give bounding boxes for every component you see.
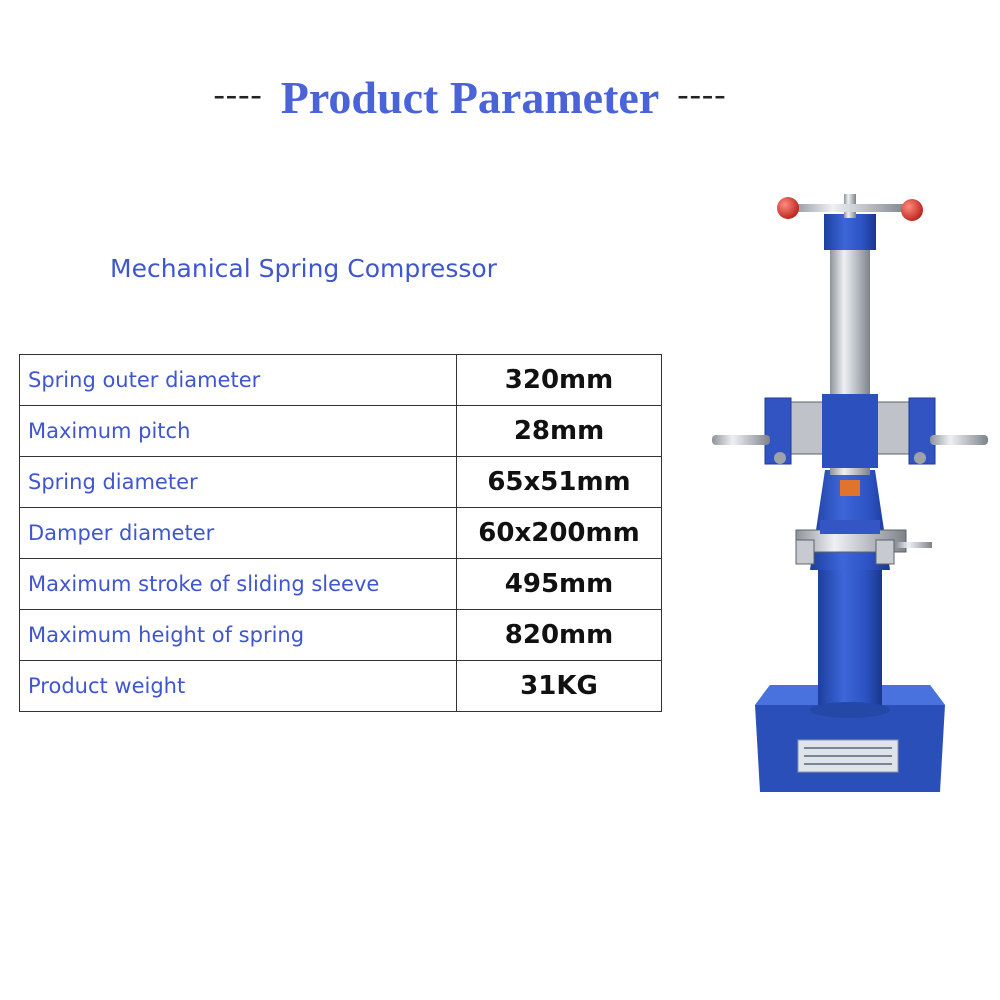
table-row [20, 559, 662, 610]
table-row [20, 661, 662, 712]
parameter-label: Spring outer diameter [20, 355, 457, 406]
parameter-label: Maximum stroke of sliding sleeve [20, 559, 457, 610]
parameter-label: Damper diameter [20, 508, 457, 559]
spring-compressor-image [700, 180, 1000, 800]
left-handle-knob-icon [777, 197, 799, 219]
parameter-value: 495mm [457, 559, 662, 610]
parameter-label: Maximum pitch [20, 406, 457, 457]
table-row [20, 355, 662, 406]
header-dash-left: ---- [213, 76, 263, 113]
parameter-label: Product weight [20, 661, 457, 712]
parameter-value: 820mm [457, 610, 662, 661]
page-header [0, 62, 940, 132]
product-name: Mechanical Spring Compressor [110, 254, 497, 283]
upper-arm [712, 394, 988, 468]
table-row [20, 457, 662, 508]
top-housing [824, 214, 876, 250]
parameter-value: 28mm [457, 406, 662, 457]
header-dash-right: ---- [677, 76, 727, 113]
parameter-value: 320mm [457, 355, 662, 406]
parameter-value: 31KG [457, 661, 662, 712]
parameter-table [19, 354, 662, 712]
parameter-value: 60x200mm [457, 508, 662, 559]
lower-column [818, 560, 882, 710]
table-row [20, 406, 662, 457]
parameter-value: 65x51mm [457, 457, 662, 508]
parameter-label: Maximum height of spring [20, 610, 457, 661]
right-handle-knob-icon [901, 199, 923, 221]
table-row [20, 610, 662, 661]
table-row [20, 508, 662, 559]
page-title: Product Parameter [280, 71, 660, 123]
parameter-label: Spring diameter [20, 457, 457, 508]
